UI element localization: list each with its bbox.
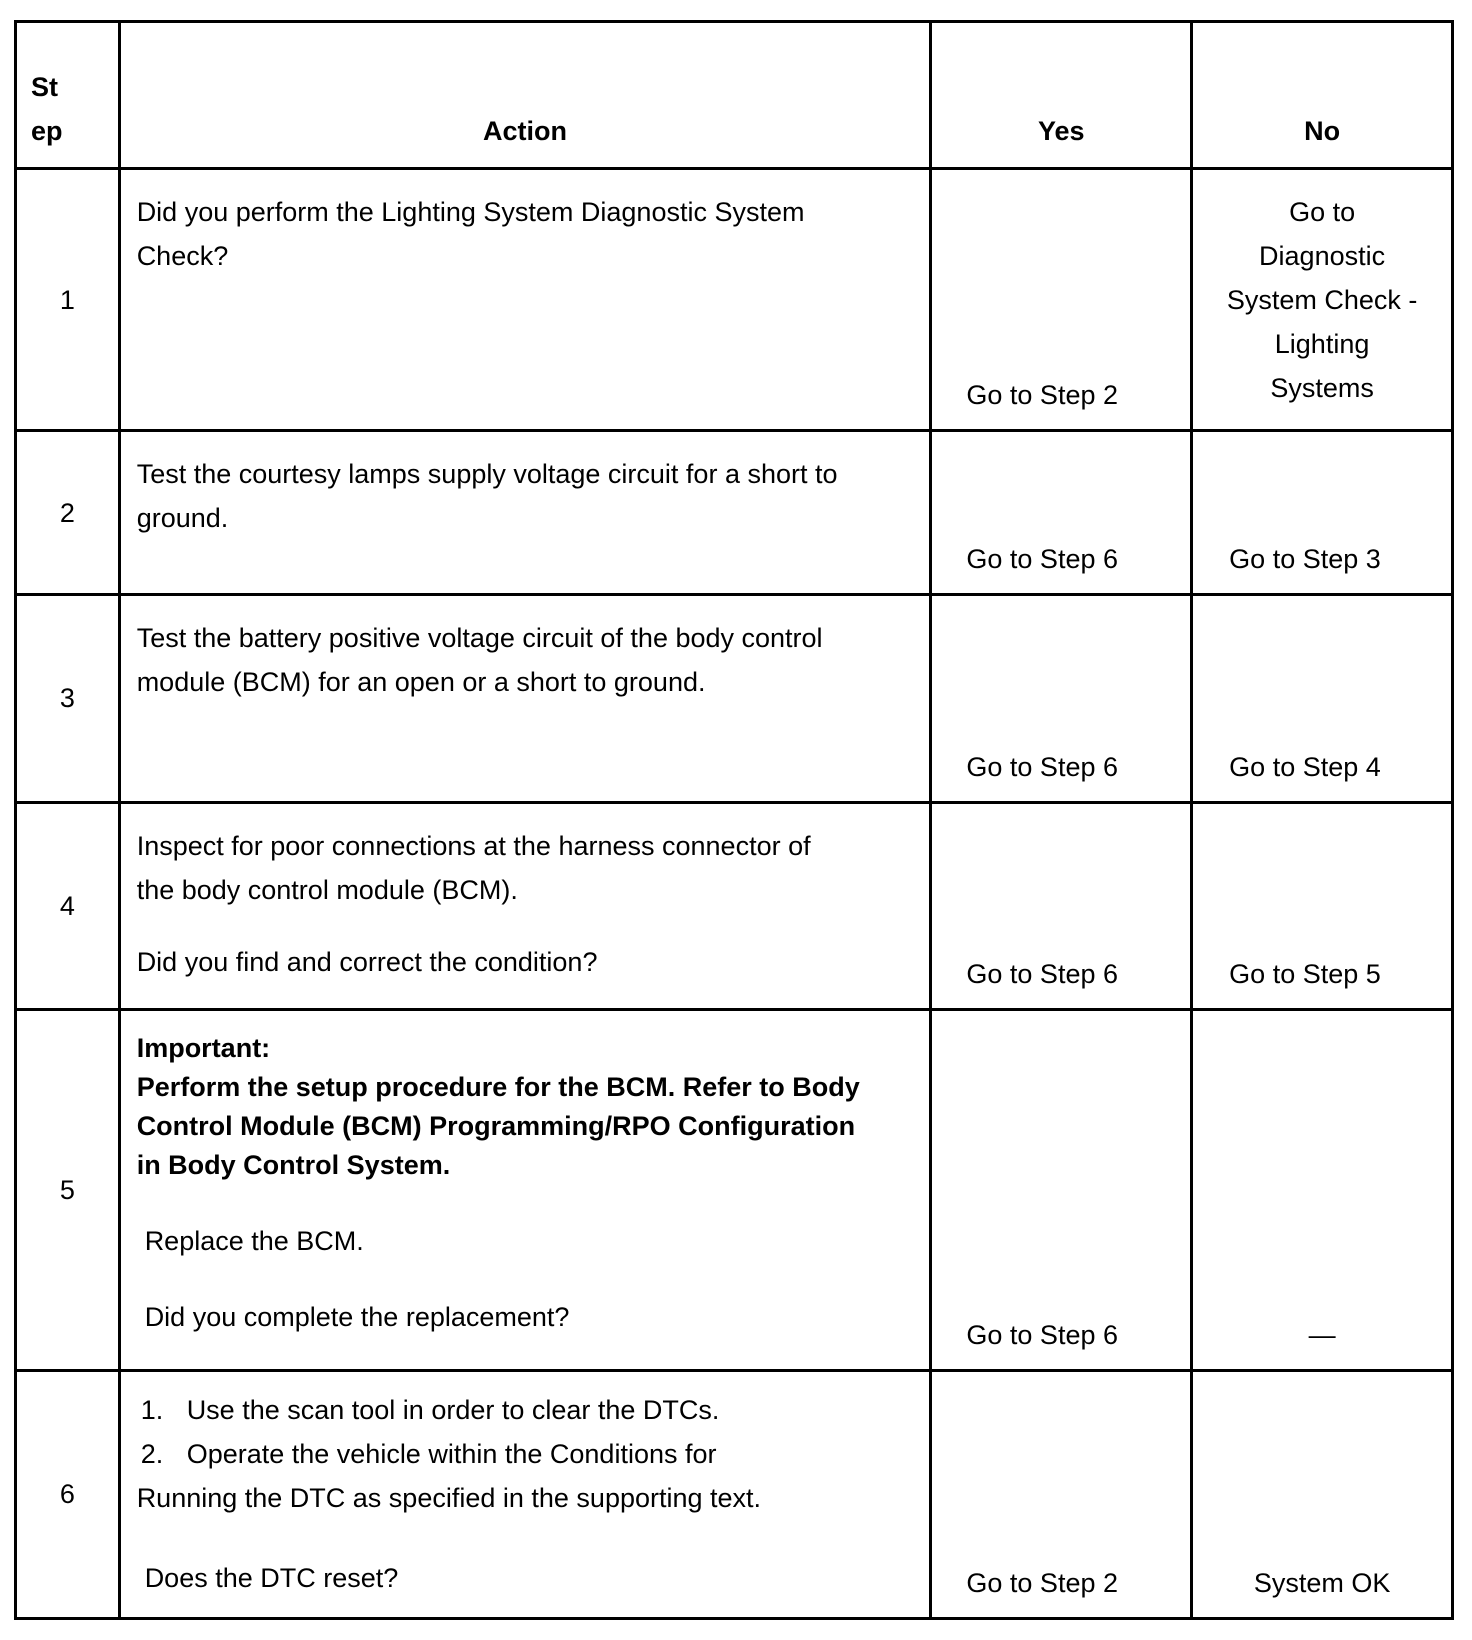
table-row — [16, 595, 1453, 803]
action-text: the body control module (BCM). — [136, 874, 518, 905]
step-number: 5 — [16, 1010, 120, 1370]
list-text: Operate the vehicle within the Conditions for — [186, 1438, 717, 1469]
list-number: 2. — [140, 1438, 164, 1469]
table-row — [16, 1010, 1453, 1370]
action-text: Did you perform the Lighting System Diagnostic System — [136, 197, 805, 228]
table-row — [16, 1370, 1453, 1618]
yes-cell: Go to Step 6 — [931, 1010, 1192, 1370]
spacer — [137, 912, 918, 940]
yes-cell: Go to Step 6 — [931, 802, 1192, 1010]
header-row — [16, 22, 1453, 169]
yes-cell: Go to Step 2 — [931, 169, 1192, 431]
no-text: Go to — [1289, 196, 1356, 227]
no-cell: Go to Step 5 — [1192, 802, 1453, 1010]
action-cell — [119, 431, 931, 595]
action-cell — [119, 1370, 931, 1618]
action-cell — [119, 595, 931, 803]
question-text: Did you complete the replacement? — [144, 1302, 570, 1333]
list-text: Use the scan tool in order to clear the DTCs. — [186, 1394, 720, 1425]
list-number: 1. — [140, 1394, 164, 1425]
no-text: System Check - — [1226, 284, 1418, 315]
question-text: Does the DTC reset? — [144, 1562, 399, 1593]
action-text: Replace the BCM. — [144, 1226, 364, 1257]
action-text: Test the courtesy lamps supply voltage circuit for a short to — [136, 459, 838, 490]
spacer — [137, 1520, 918, 1556]
step-header-line1: St — [31, 72, 58, 103]
action-text: module (BCM) for an open or a short to ground. — [136, 667, 706, 698]
list-item — [137, 1388, 918, 1432]
no-text: Systems — [1270, 372, 1374, 403]
step-number: 6 — [16, 1370, 120, 1618]
important-text: Perform the setup procedure for the BCM. Refer to Body — [136, 1072, 860, 1103]
table-row — [16, 169, 1453, 431]
no-cell: Go to Step 3 — [1192, 431, 1453, 595]
no-text: Diagnostic — [1259, 240, 1386, 271]
list-item — [137, 1432, 918, 1476]
important-text: in Body Control System. — [136, 1150, 451, 1181]
yes-cell: Go to Step 6 — [931, 595, 1192, 803]
no-text: Lighting — [1274, 328, 1370, 359]
action-cell — [119, 1010, 931, 1370]
step-number: 3 — [16, 595, 120, 803]
action-text: Check? — [136, 241, 229, 272]
no-cell: — — [1192, 1010, 1453, 1370]
action-cell — [119, 802, 931, 1010]
no-cell — [1192, 169, 1453, 431]
table-row — [16, 431, 1453, 595]
no-cell: Go to Step 4 — [1192, 595, 1453, 803]
action-text: Inspect for poor connections at the harness connector of — [136, 830, 811, 861]
important-text: Control Module (BCM) Programming/RPO Configuration — [136, 1111, 856, 1142]
no-cell: System OK — [1192, 1370, 1453, 1618]
yes-cell: Go to Step 6 — [931, 431, 1192, 595]
step-header-line2: ep — [31, 116, 63, 147]
numbered-list — [137, 1388, 918, 1476]
step-number: 4 — [16, 802, 120, 1010]
action-header: Action — [119, 22, 931, 169]
important-label: Important: — [136, 1033, 271, 1064]
action-text: ground. — [136, 503, 229, 534]
continuation-text: Running the DTC as specified in the supporting text. — [136, 1482, 762, 1513]
step-number: 1 — [16, 169, 120, 431]
diagnostic-table — [14, 20, 1454, 1620]
action-text: Test the battery positive voltage circuit of the body control — [136, 623, 823, 654]
step-number: 2 — [16, 431, 120, 595]
question-text: Did you find and correct the condition? — [136, 946, 598, 977]
step-header — [16, 22, 120, 169]
yes-cell: Go to Step 2 — [931, 1370, 1192, 1618]
spacer — [137, 1185, 918, 1219]
spacer — [137, 1263, 918, 1295]
no-header: No — [1192, 22, 1453, 169]
action-cell — [119, 169, 931, 431]
yes-header: Yes — [931, 22, 1192, 169]
table-row — [16, 802, 1453, 1010]
